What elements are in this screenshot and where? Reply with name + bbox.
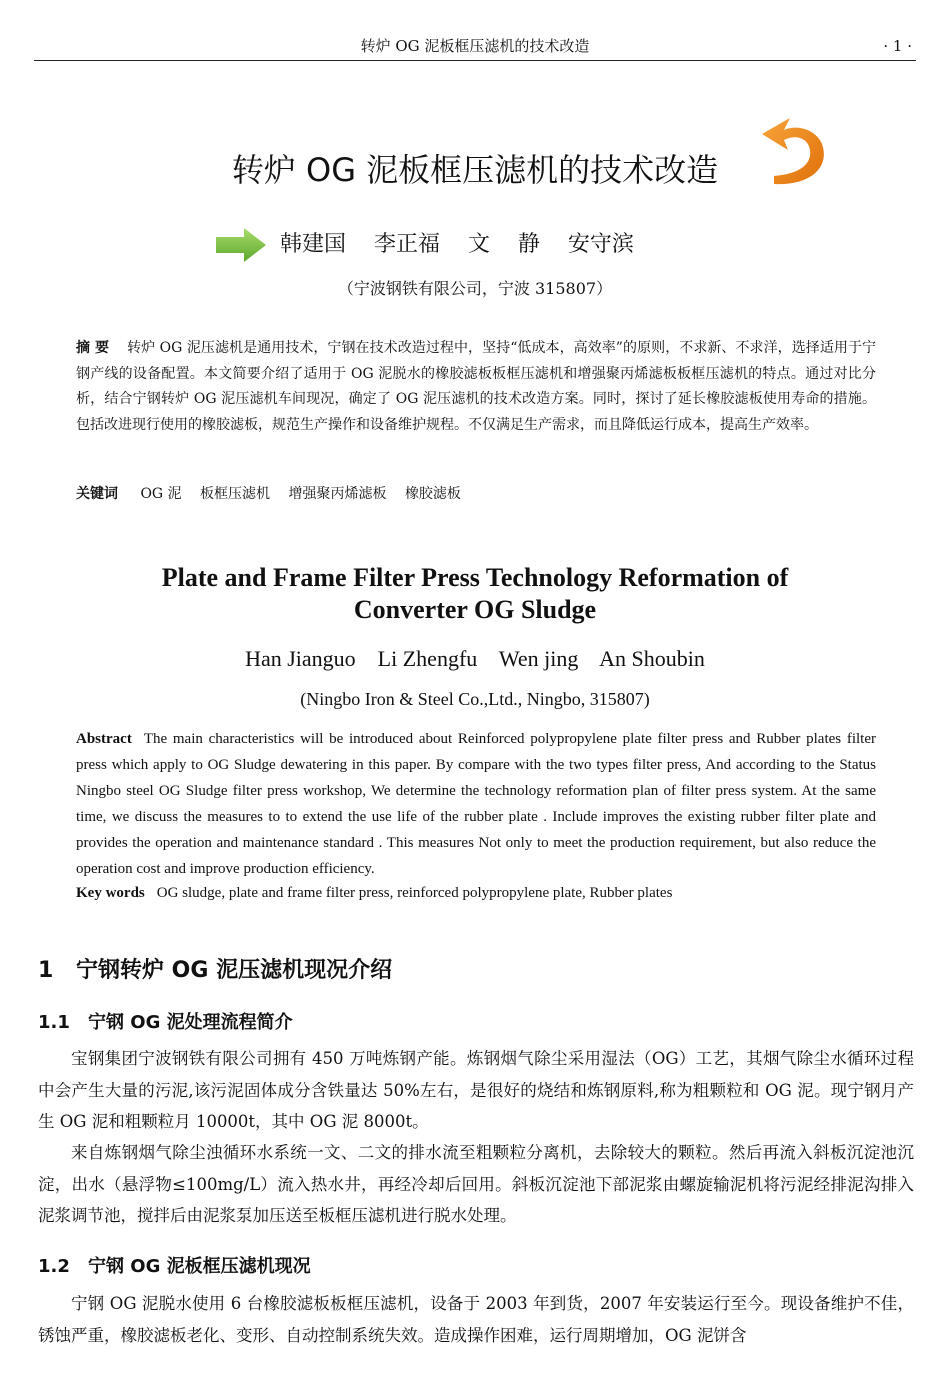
section-1-number: 1 xyxy=(38,958,54,983)
section-1-1-title: 宁钢 OG 泥处理流程简介 xyxy=(88,1012,293,1033)
affiliation-en: (Ningbo Iron & Steel Co.,Ltd., Ningbo, 315807) xyxy=(300,689,650,709)
abstract-cn xyxy=(76,336,876,438)
section-1-title: 宁钢转炉 OG 泥压滤机现况介绍 xyxy=(76,958,393,983)
authors-en: Han Jianguo Li Zhengfu Wen jing An Shoubin xyxy=(245,646,705,671)
authors-cn: 韩建国 李正福 文 静 安守滨 xyxy=(280,232,634,257)
keywords-cn-label: 关键词 xyxy=(76,486,118,502)
keyword-item: OG 泥 xyxy=(140,486,182,502)
abstract-en-label: Abstract xyxy=(76,731,132,747)
section-1-1-heading xyxy=(38,1008,293,1038)
abstract-cn-text: 转炉 OG 泥压滤机是通用技术，宁钢在技术改造过程中，坚持“低成本，高效率”的原则，不求新、不求洋，选择适用于宁钢产线的设备配置。本文简要介绍了适用于 OG 泥脱水的橡胶滤板板框压滤机和增强聚丙烯滤板板框压滤机的特点。通过对比分析，结合宁钢转炉 OG 泥压滤机车间现况，确定了 OG 泥压滤机的技术改造方案。同时，探讨了延长橡胶滤板使用寿命的措施。包括改进现行使用的橡胶滤板，规范生产操作和设备维护规程。不仅满足生产需求，而且降低运行成本，提高生产效率。 xyxy=(76,340,877,433)
section-1-2-heading xyxy=(38,1252,311,1282)
section-1-heading xyxy=(38,954,392,988)
affiliation-cn: （宁波钢铁有限公司，宁波 315807） xyxy=(337,279,613,298)
body-paragraph: 宁钢 OG 泥脱水使用 6 台橡胶滤板板框压滤机，设备于 2003 年到货，2007 年安装运行至今。现设备维护不佳，锈蚀严重，橡胶滤板老化、变形、自动控制系统失效。造成操作困难，运行周期增加，OG 泥饼含 xyxy=(38,1294,914,1345)
keywords-en-text: OG sludge, plate and frame filter press, reinforced polypropylene plate, Rubber plates xyxy=(156,885,673,901)
paper-title-cn: 转炉 OG 泥板框压滤机的技术改造 xyxy=(231,151,719,189)
keywords-en-label: Key words xyxy=(76,885,145,901)
paper-title-en-line2: Converter OG Sludge xyxy=(353,595,597,624)
abstract-en-text: The main characteristics will be introduced about Reinforced polypropylene plate filter press and Rubber plates filter press which apply to OG Sludge dewatering in this paper. By compare with the two types filter press, And according to the Status Ningbo steel OG Sludge filter press workshop, We determine the technology reformation plan of filter press system. At the same time, we discuss the measures to to extend the use life of the rubber plate . Include improves the existing rubber filter plate and provides the operation and maintenance standard . This measures Not only to meet the production requirement, but also reduce the operation cost and improve production efficiency. xyxy=(76,731,876,877)
running-header xyxy=(34,34,916,61)
section-1-2-number: 1.2 xyxy=(38,1256,70,1277)
paper-title-en-line1: Plate and Frame Filter Press Technology Reformation of xyxy=(161,563,789,592)
section-1-1-number: 1.1 xyxy=(38,1012,70,1033)
section-1-2-title: 宁钢 OG 泥板框压滤机现况 xyxy=(88,1256,311,1277)
body-paragraph: 宝钢集团宁波钢铁有限公司拥有 450 万吨炼钢产能。炼钢烟气除尘采用湿法（OG）工艺，其烟气除尘水循环过程中会产生大量的污泥,该污泥固体成分含铁量达 50%左右，是很好的烧结和炼钢原料,称为粗颗粒和 OG 泥。现宁钢月产生 OG 泥和粗颗粒月 10000t，其中 OG 泥 8000t。 xyxy=(38,1049,914,1131)
page-number: · 1 · xyxy=(883,37,912,55)
keyword-item: 增强聚丙烯滤板 xyxy=(288,486,387,502)
abstract-cn-label: 摘 要 xyxy=(76,340,110,356)
body-paragraph: 来自炼钢烟气除尘浊循环水系统一文、二文的排水流至粗颗粒分离机，去除较大的颗粒。然后再流入斜板沉淀池沉淀，出水（悬浮物≤100mg/L）流入热水井，再经冷却后回用。斜板沉淀池下部泥浆由螺旋输泥机将污泥经排泥沟排入泥浆调节池，搅拌后由泥浆泵加压送至板框压滤机进行脱水处理。 xyxy=(38,1143,914,1225)
keyword-item: 橡胶滤板 xyxy=(404,486,461,502)
keywords-en xyxy=(76,880,876,906)
abstract-en xyxy=(76,726,876,882)
paper-title-en xyxy=(0,562,950,626)
keyword-item: 板框压滤机 xyxy=(200,486,271,502)
running-title: 转炉 OG 泥板框压滤机的技术改造 xyxy=(360,37,590,55)
right-arrow-icon xyxy=(214,226,268,264)
keywords-cn xyxy=(76,482,876,508)
